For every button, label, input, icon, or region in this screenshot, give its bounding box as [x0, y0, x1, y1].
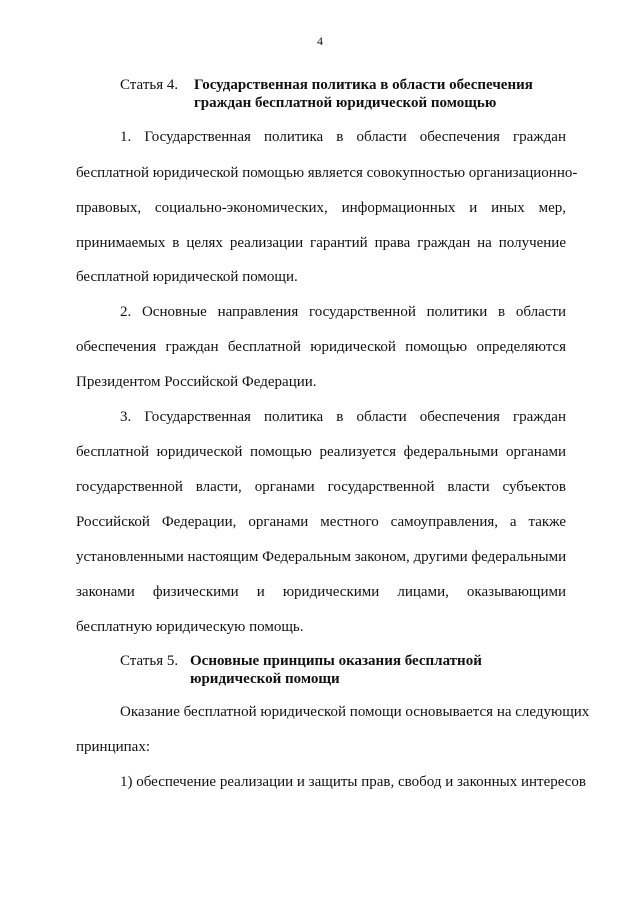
paragraph-3-line-5: установленными настоящим Федеральным законом, другими федеральными: [76, 549, 567, 565]
paragraph-3-line-6: законами физическими и юридическими лицами, оказывающими: [76, 584, 566, 600]
paragraph-1-line-3: правовых, социально-экономических, информационных и иных мер,: [76, 200, 566, 216]
page-number: 4: [317, 34, 323, 48]
paragraph-1-line-4: принимаемых в целях реализации гарантий права граждан на получение: [76, 235, 566, 251]
paragraph-3-line-1: 3. Государственная политика в области обеспечения граждан: [120, 409, 566, 425]
article-4-title-line-1: Государственная политика в области обеспечения: [194, 77, 533, 93]
article-4-title-line-2: граждан бесплатной юридической помощью: [194, 95, 497, 111]
paragraph-1-line-2: бесплатной юридической помощью является совокупностью организационно-: [76, 165, 578, 181]
paragraph-3-line-4: Российской Федерации, органами местного самоуправления, а также: [76, 514, 566, 530]
article-5-title-line-2: юридической помощи: [190, 671, 340, 687]
paragraph-3-line-2: бесплатной юридической помощью реализуется федеральными органами: [76, 444, 566, 460]
article-5-principle-1-line-1: 1) обеспечение реализации и защиты прав, свобод и законных интересов: [120, 774, 587, 790]
paragraph-3-line-3: государственной власти, органами государственной власти субъектов: [76, 479, 566, 495]
paragraph-2-line-1: 2. Основные направления государственной политики в области: [120, 304, 566, 320]
article-5-intro-line-1: Оказание бесплатной юридической помощи основывается на следующих: [120, 704, 590, 720]
article-5-title-line-1: Основные принципы оказания бесплатной: [190, 653, 482, 669]
article-4-label: Статья 4.: [120, 77, 179, 93]
paragraph-2-line-2: обеспечения граждан бесплатной юридической помощью определяются: [76, 339, 566, 355]
paragraph-3-line-7: бесплатную юридическую помощь.: [76, 619, 304, 635]
paragraph-1-line-5: бесплатной юридической помощи.: [76, 269, 298, 285]
paragraph-1-line-1: 1. Государственная политика в области обеспечения граждан: [120, 129, 566, 145]
article-5-intro-line-2: принципах:: [76, 739, 150, 755]
paragraph-2-line-3: Президентом Российской Федерации.: [76, 374, 317, 390]
article-5-label: Статья 5.: [120, 653, 179, 669]
